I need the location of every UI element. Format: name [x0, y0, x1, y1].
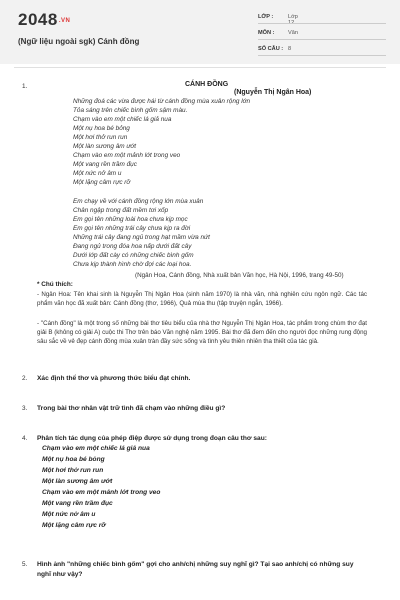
poem-line: Một hơi thở run run: [73, 134, 128, 141]
poem-line: Tỏa sáng trên chiếc bình gốm sậm màu.: [73, 107, 188, 114]
meta-class-value: Lớp 12: [288, 14, 298, 26]
poem-line: Một nức nở âm u: [73, 170, 122, 177]
q5-text: Hình ảnh "những chiếc bình gốm" gợi cho anh/chị những suy nghĩ gì? Tại sao anh/chị có những suy nghĩ như vậy?: [37, 561, 354, 578]
meta-divider: [258, 55, 386, 56]
note-author: - Ngân Hoa: Tên khai sinh là Nguyễn Thị Ngân Hoa (sinh năm 1970) là nhà văn, nhà nghiên cứu ngôn ngữ. Các tác phẩm văn học đã xuất bản: Cánh đồng (thơ, 1966), Quả mùa thu (tập truyện ngắn, 1966).: [37, 291, 367, 307]
poem-line: Em gọi tên những trái cây chưa kịp ra đời: [73, 225, 191, 232]
meta-count-value: 8: [288, 46, 292, 52]
poem-line: Một vang rền trầm đục: [73, 161, 137, 168]
quoted-line: Một vang rền trầm đục: [42, 500, 113, 507]
poem-source: (Ngân Hoa, Cánh đồng, Nhà xuất bản Văn học, Hà Nội, 1996, trang 49-50): [135, 272, 344, 279]
q2-number: 2.: [22, 375, 28, 382]
poem-line: Em chạy về với cánh đồng rộng lớn mùa xuân: [73, 198, 204, 205]
meta-divider: [258, 23, 386, 24]
quoted-line: Một hơi thở run run: [42, 467, 104, 474]
q1-number: 1.: [22, 83, 28, 90]
logo-tld: .VN: [58, 17, 71, 24]
poem-line: Chạm vào em một chiếc lá giả nua: [73, 116, 172, 123]
meta-subject-key: MÔN :: [258, 30, 275, 36]
poem-line: Em gọi tên những loài hoa chưa kịp mọc: [73, 216, 188, 223]
quoted-line: Chạm vào em một chiếc lá giả nua: [42, 445, 150, 452]
q4-text: Phân tích tác dụng của phép điệp được sử dụng trong đoạn câu thơ sau:: [37, 435, 267, 442]
meta-subject-value: Văn: [288, 30, 298, 36]
poem-line: Đang ngủ trong đóa hoa nấp dưới đất cây: [73, 243, 192, 250]
poem-author: (Nguyễn Thị Ngân Hoa): [234, 89, 312, 96]
q3-number: 3.: [22, 405, 28, 412]
note-heading: * Chú thích:: [37, 281, 73, 288]
poem-line: Những đoá các vừa được hái từ cánh đồng mùa xuân rộng lớn: [73, 98, 251, 105]
logo-text: 2048: [18, 10, 58, 29]
q2-text: Xác định thể thơ và phương thức biểu đạt chính.: [37, 375, 191, 382]
page-header: [0, 0, 400, 64]
quoted-line: Một nụ hoa bé bỏng: [42, 456, 105, 463]
q5-number: 5.: [22, 561, 28, 568]
note-poem: - "Cánh đồng" là một trong số những bài thơ tiêu biểu của nhà thơ Nguyễn Thị Ngân Hoa, tác phẩm trong chùm thơ đạt giải B (không có giải A) cuộc thi Thơ trên báo Văn nghệ năm 1995. Bài thơ đã đem đến cho người đọc những rung động sâu sắc về vẻ đẹp cánh đồng mùa xuân tràn đầy sức sống và tình yêu thiên nhiên tha thiết của tác giả.: [37, 320, 367, 345]
meta-count-key: SỐ CÂU :: [258, 46, 284, 52]
poem-line: Chưa kịp thành hình chờ đợi các loại hoa.: [73, 261, 192, 268]
quoted-line: Chạm vào em một mảnh lớt trong veo: [42, 489, 161, 496]
q3-text: Trong bài thơ nhân vật trữ tình đã chạm vào những điều gì?: [37, 405, 226, 412]
poem-line: Một lặng câm rực rỡ: [73, 179, 131, 186]
poem-title: CÁNH ĐỒNG: [185, 81, 229, 88]
quoted-line: Một lặng câm rực rỡ: [42, 522, 106, 529]
poem-line: Chạm vào em một mảnh lớt trong veo: [73, 152, 181, 159]
quoted-line: Một làn sương âm ướt: [42, 478, 113, 485]
poem-line: Chân ngập trong đất mềm tơi xốp: [73, 207, 169, 214]
poem-line: Một nụ hoa bé bỏng: [73, 125, 130, 132]
meta-divider: [258, 39, 386, 40]
poem-line: Một làn sương âm ướt: [73, 143, 137, 150]
quoted-line: Một nức nở âm u: [42, 511, 96, 518]
document-title: (Ngữ liệu ngoài sgk) Cánh đồng: [18, 37, 140, 46]
q4-number: 4.: [22, 435, 28, 442]
header-divider: [14, 67, 386, 68]
poem-line: Những trái cây đang ngủ trong hạt mầm vừa nứt: [73, 234, 210, 241]
poem-line: Dưới lớp đất cày có những chiếc bình gốm: [73, 252, 194, 259]
meta-class-key: LỚP :: [258, 14, 274, 20]
site-logo[interactable]: [18, 10, 70, 30]
